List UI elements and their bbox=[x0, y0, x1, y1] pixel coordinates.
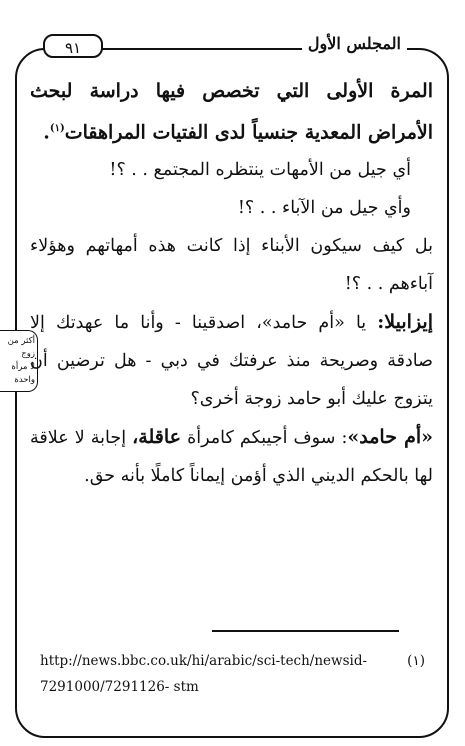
footnote-url[interactable]: http://news.bbc.co.uk/hi/arabic/sci-tech/newsid-7291000/7291126- stm bbox=[40, 653, 368, 695]
emphasis-word: عاقلة، bbox=[132, 426, 181, 449]
footnote-number: (١) bbox=[407, 653, 425, 669]
paragraph-question-1: أي جيل من الأمهات ينتظره المجتمع . . ؟! bbox=[109, 160, 411, 181]
speaker-um-hamid: «أم حامد» bbox=[347, 426, 433, 449]
chapter-title: المجلس الأول bbox=[302, 34, 407, 53]
paragraph-intro: المرة الأولى التي تخصص فيها دراسة لبحث الأمراض المعدية جنسياً لدى الفتيات المراهقات$^{(١)}$. bbox=[30, 80, 433, 144]
paragraph-text: إجابة لا علاقة لها بالحكم الديني الذي أؤمن إيماناً كاملًا بأنه حق. bbox=[30, 428, 433, 487]
paragraph-question-3: بل كيف سيكون الأبناء إذا كانت هذه أمهاتهم وهؤلاء آباءهم . . ؟! bbox=[30, 236, 433, 295]
margin-note-line: لا مرأة bbox=[11, 362, 35, 372]
margin-note-line: زوج bbox=[21, 349, 35, 359]
paragraph-question-2: وأي جيل من الآباء . . ؟! bbox=[237, 198, 411, 219]
footnote-marker: (١) bbox=[49, 123, 65, 134]
paragraph-um-hamid bbox=[30, 418, 433, 495]
paragraph-text: يا «أم حامد»، اصدقينا - وأنا ما عهدتك إلا صادقة وصريحة منذ عرفتك في دبي - هل ترضين أن يتزوج عليك أبو حامد زوجة أخرى؟ bbox=[30, 313, 433, 410]
paragraph-isabella bbox=[30, 303, 433, 418]
paragraph-text: المرة الأولى التي تخصص فيها دراسة لبحث الأمراض المعدية جنسياً لدى الفتيات المراهقات bbox=[30, 80, 433, 144]
main-text bbox=[30, 72, 433, 495]
footnote bbox=[40, 648, 425, 700]
speaker-isabella: إيزابيلا: bbox=[377, 311, 433, 334]
paragraph-text: : سوف أجيبكم كامرأة bbox=[180, 428, 348, 449]
margin-note-line: أكثر من bbox=[7, 336, 35, 346]
page-number: ٩١ bbox=[43, 34, 103, 58]
footnote-divider bbox=[212, 630, 399, 632]
margin-note-line: واحدة bbox=[14, 375, 35, 385]
